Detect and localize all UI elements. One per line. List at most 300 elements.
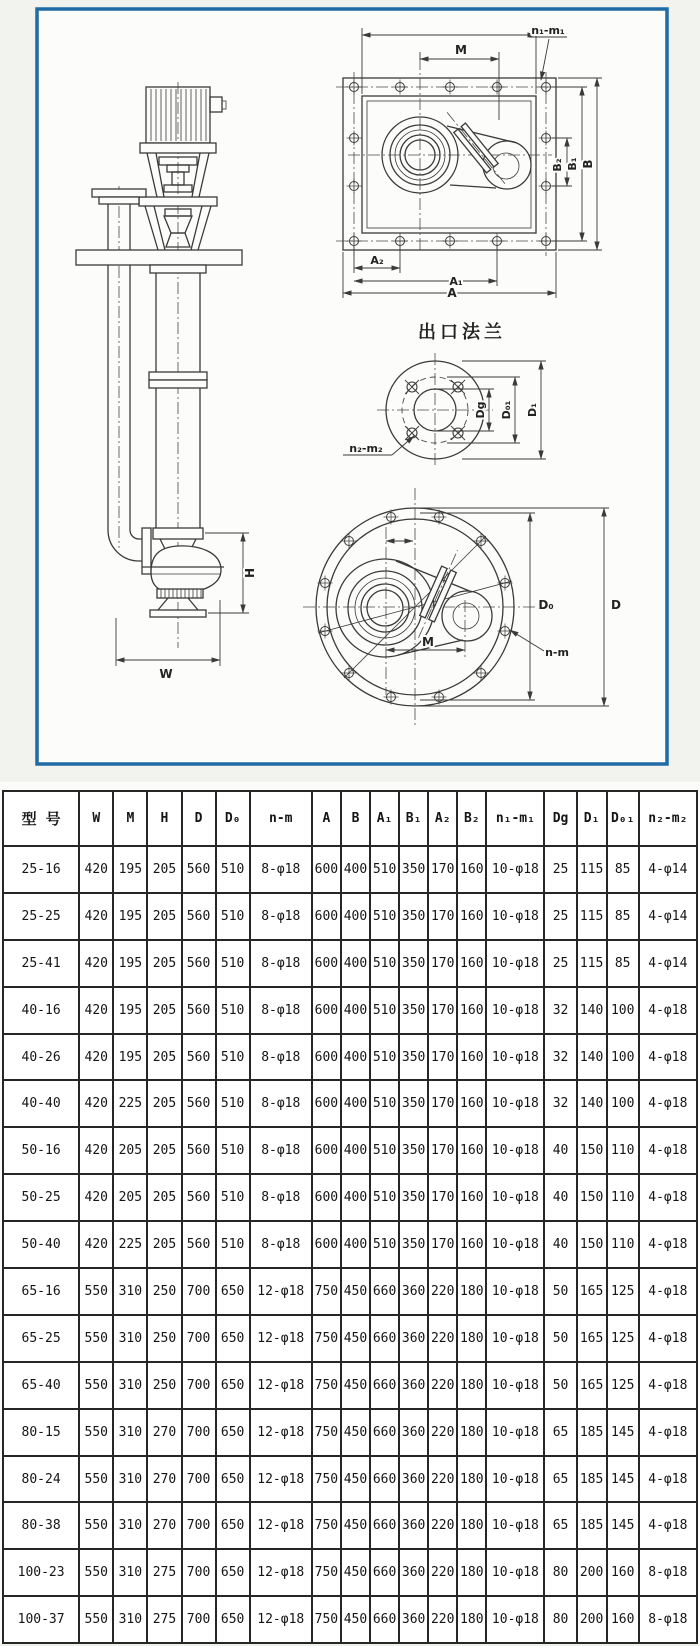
value-cell: 160 bbox=[457, 1174, 486, 1221]
table-row bbox=[3, 1034, 697, 1081]
value-cell: 275 bbox=[147, 1549, 181, 1596]
value-cell: 220 bbox=[428, 1315, 457, 1362]
header-row bbox=[3, 791, 697, 846]
value-cell: 10-φ18 bbox=[486, 1174, 544, 1221]
value-cell: 400 bbox=[341, 940, 370, 987]
discharge-top-flange bbox=[92, 189, 146, 197]
value-cell: 350 bbox=[399, 846, 428, 893]
value-cell: 65 bbox=[544, 1456, 576, 1503]
value-cell: 510 bbox=[216, 987, 250, 1034]
value-cell: 40 bbox=[544, 1127, 576, 1174]
dim-label-n1m1: n₁-m₁ bbox=[531, 24, 565, 37]
value-cell: 205 bbox=[147, 1221, 181, 1268]
value-cell: 160 bbox=[457, 987, 486, 1034]
technical-drawing-panel bbox=[0, 0, 700, 782]
value-cell: 8-φ18 bbox=[250, 1080, 312, 1127]
value-cell: 8-φ18 bbox=[250, 1221, 312, 1268]
value-cell: 4-φ14 bbox=[639, 846, 697, 893]
value-cell: 450 bbox=[341, 1362, 370, 1409]
model-cell: 25-25 bbox=[3, 893, 79, 940]
value-cell: 180 bbox=[457, 1362, 486, 1409]
value-cell: 650 bbox=[216, 1268, 250, 1315]
table-row bbox=[3, 1456, 697, 1503]
value-cell: 420 bbox=[79, 846, 113, 893]
value-cell: 350 bbox=[399, 1221, 428, 1268]
value-cell: 550 bbox=[79, 1502, 113, 1549]
value-cell: 170 bbox=[428, 1221, 457, 1268]
value-cell: 10-φ18 bbox=[486, 1034, 544, 1081]
value-cell: 510 bbox=[216, 846, 250, 893]
value-cell: 50 bbox=[544, 1362, 576, 1409]
column-header: D₀ bbox=[216, 791, 250, 846]
value-cell: 12-φ18 bbox=[250, 1502, 312, 1549]
value-cell: 8-φ18 bbox=[250, 987, 312, 1034]
value-cell: 40 bbox=[544, 1221, 576, 1268]
value-cell: 420 bbox=[79, 1174, 113, 1221]
value-cell: 560 bbox=[182, 1034, 216, 1081]
pump-casing bbox=[151, 546, 221, 593]
value-cell: 50 bbox=[544, 1268, 576, 1315]
value-cell: 4-φ18 bbox=[639, 1362, 697, 1409]
column-header: A bbox=[312, 791, 341, 846]
value-cell: 4-φ18 bbox=[639, 1221, 697, 1268]
value-cell: 750 bbox=[312, 1409, 341, 1456]
value-cell: 510 bbox=[216, 940, 250, 987]
value-cell: 180 bbox=[457, 1549, 486, 1596]
value-cell: 700 bbox=[182, 1315, 216, 1362]
column-header-model: 型 号 bbox=[3, 791, 79, 846]
value-cell: 125 bbox=[607, 1268, 639, 1315]
value-cell: 400 bbox=[341, 1034, 370, 1081]
value-cell: 100 bbox=[607, 1080, 639, 1127]
value-cell: 200 bbox=[577, 1596, 607, 1643]
value-cell: 25 bbox=[544, 846, 576, 893]
value-cell: 600 bbox=[312, 1080, 341, 1127]
value-cell: 220 bbox=[428, 1549, 457, 1596]
dim-label-w: W bbox=[159, 667, 173, 681]
value-cell: 220 bbox=[428, 1268, 457, 1315]
column-header: D₀₁ bbox=[607, 791, 639, 846]
value-cell: 160 bbox=[457, 1080, 486, 1127]
value-cell: 180 bbox=[457, 1409, 486, 1456]
value-cell: 700 bbox=[182, 1596, 216, 1643]
value-cell: 400 bbox=[341, 846, 370, 893]
table-row bbox=[3, 1127, 697, 1174]
dim-label-b: B bbox=[581, 159, 595, 169]
value-cell: 12-φ18 bbox=[250, 1456, 312, 1503]
dim-label-dg: Dg bbox=[474, 401, 487, 419]
dim-label-d01: D₀₁ bbox=[500, 400, 513, 420]
column-header: M bbox=[113, 791, 147, 846]
value-cell: 600 bbox=[312, 846, 341, 893]
table-header bbox=[3, 791, 697, 846]
value-cell: 420 bbox=[79, 1221, 113, 1268]
model-cell: 65-16 bbox=[3, 1268, 79, 1315]
outlet-flange-title: 出口法兰 bbox=[418, 322, 506, 343]
value-cell: 160 bbox=[607, 1549, 639, 1596]
model-cell: 50-16 bbox=[3, 1127, 79, 1174]
model-cell: 25-41 bbox=[3, 940, 79, 987]
value-cell: 140 bbox=[577, 987, 607, 1034]
model-cell: 50-40 bbox=[3, 1221, 79, 1268]
value-cell: 150 bbox=[577, 1127, 607, 1174]
value-cell: 310 bbox=[113, 1456, 147, 1503]
value-cell: 510 bbox=[216, 1080, 250, 1127]
value-cell: 750 bbox=[312, 1268, 341, 1315]
value-cell: 4-φ18 bbox=[639, 1080, 697, 1127]
value-cell: 420 bbox=[79, 940, 113, 987]
value-cell: 10-φ18 bbox=[486, 940, 544, 987]
value-cell: 65 bbox=[544, 1502, 576, 1549]
value-cell: 360 bbox=[399, 1409, 428, 1456]
value-cell: 220 bbox=[428, 1362, 457, 1409]
value-cell: 550 bbox=[79, 1409, 113, 1456]
value-cell: 360 bbox=[399, 1362, 428, 1409]
value-cell: 10-φ18 bbox=[486, 1315, 544, 1362]
model-cell: 100-23 bbox=[3, 1549, 79, 1596]
table-row bbox=[3, 1221, 697, 1268]
value-cell: 600 bbox=[312, 987, 341, 1034]
column-header: B bbox=[341, 791, 370, 846]
value-cell: 550 bbox=[79, 1456, 113, 1503]
value-cell: 360 bbox=[399, 1502, 428, 1549]
value-cell: 205 bbox=[113, 1127, 147, 1174]
dim-label-a2: A₂ bbox=[370, 254, 384, 267]
model-cell: 65-25 bbox=[3, 1315, 79, 1362]
value-cell: 25 bbox=[544, 893, 576, 940]
column-header: H bbox=[147, 791, 181, 846]
dim-label-a: A bbox=[447, 286, 457, 300]
value-cell: 560 bbox=[182, 1174, 216, 1221]
value-cell: 195 bbox=[113, 1034, 147, 1081]
value-cell: 600 bbox=[312, 940, 341, 987]
value-cell: 450 bbox=[341, 1502, 370, 1549]
dim-label-d1: D₁ bbox=[526, 403, 539, 417]
value-cell: 270 bbox=[147, 1456, 181, 1503]
value-cell: 180 bbox=[457, 1502, 486, 1549]
value-cell: 4-φ14 bbox=[639, 940, 697, 987]
value-cell: 270 bbox=[147, 1502, 181, 1549]
value-cell: 205 bbox=[113, 1174, 147, 1221]
value-cell: 170 bbox=[428, 846, 457, 893]
value-cell: 310 bbox=[113, 1315, 147, 1362]
value-cell: 8-φ18 bbox=[250, 1127, 312, 1174]
pump-dimension-table bbox=[2, 790, 698, 1644]
value-cell: 200 bbox=[577, 1549, 607, 1596]
value-cell: 220 bbox=[428, 1409, 457, 1456]
value-cell: 85 bbox=[607, 846, 639, 893]
value-cell: 420 bbox=[79, 893, 113, 940]
value-cell: 205 bbox=[147, 940, 181, 987]
value-cell: 10-φ18 bbox=[486, 1409, 544, 1456]
value-cell: 10-φ18 bbox=[486, 1502, 544, 1549]
value-cell: 50 bbox=[544, 1315, 576, 1362]
value-cell: 115 bbox=[577, 940, 607, 987]
model-cell: 25-16 bbox=[3, 846, 79, 893]
value-cell: 4-φ18 bbox=[639, 1034, 697, 1081]
value-cell: 360 bbox=[399, 1596, 428, 1643]
blue-border-frame bbox=[37, 9, 667, 764]
value-cell: 510 bbox=[370, 940, 399, 987]
value-cell: 85 bbox=[607, 940, 639, 987]
value-cell: 205 bbox=[147, 1174, 181, 1221]
value-cell: 510 bbox=[216, 1174, 250, 1221]
value-cell: 450 bbox=[341, 1268, 370, 1315]
value-cell: 160 bbox=[457, 940, 486, 987]
column-header: n₁-m₁ bbox=[486, 791, 544, 846]
value-cell: 140 bbox=[577, 1034, 607, 1081]
value-cell: 220 bbox=[428, 1456, 457, 1503]
table-row bbox=[3, 1596, 697, 1643]
value-cell: 360 bbox=[399, 1315, 428, 1362]
value-cell: 700 bbox=[182, 1409, 216, 1456]
value-cell: 170 bbox=[428, 987, 457, 1034]
value-cell: 650 bbox=[216, 1362, 250, 1409]
value-cell: 100 bbox=[607, 1034, 639, 1081]
value-cell: 150 bbox=[577, 1174, 607, 1221]
value-cell: 8-φ18 bbox=[250, 940, 312, 987]
value-cell: 510 bbox=[216, 1127, 250, 1174]
value-cell: 350 bbox=[399, 1034, 428, 1081]
value-cell: 350 bbox=[399, 1127, 428, 1174]
value-cell: 420 bbox=[79, 1034, 113, 1081]
value-cell: 4-φ18 bbox=[639, 1409, 697, 1456]
dim-label-b1: B₁ bbox=[566, 157, 579, 171]
table-row bbox=[3, 987, 697, 1034]
column-header: A₁ bbox=[370, 791, 399, 846]
dim-label-m-plan: M bbox=[455, 43, 467, 57]
value-cell: 275 bbox=[147, 1596, 181, 1643]
value-cell: 510 bbox=[370, 1174, 399, 1221]
value-cell: 8-φ18 bbox=[250, 893, 312, 940]
value-cell: 510 bbox=[216, 1034, 250, 1081]
value-cell: 65 bbox=[544, 1409, 576, 1456]
value-cell: 750 bbox=[312, 1362, 341, 1409]
value-cell: 125 bbox=[607, 1315, 639, 1362]
value-cell: 185 bbox=[577, 1409, 607, 1456]
column-header: D bbox=[182, 791, 216, 846]
value-cell: 350 bbox=[399, 1080, 428, 1127]
value-cell: 360 bbox=[399, 1549, 428, 1596]
value-cell: 750 bbox=[312, 1502, 341, 1549]
value-cell: 510 bbox=[370, 1034, 399, 1081]
table-row bbox=[3, 1549, 697, 1596]
value-cell: 310 bbox=[113, 1362, 147, 1409]
value-cell: 560 bbox=[182, 1221, 216, 1268]
column-header: B₂ bbox=[457, 791, 486, 846]
column-header: D₁ bbox=[577, 791, 607, 846]
dimension-table-section bbox=[0, 782, 700, 1644]
value-cell: 8-φ18 bbox=[639, 1549, 697, 1596]
value-cell: 8-φ18 bbox=[250, 1174, 312, 1221]
value-cell: 600 bbox=[312, 1221, 341, 1268]
value-cell: 10-φ18 bbox=[486, 1456, 544, 1503]
value-cell: 12-φ18 bbox=[250, 1268, 312, 1315]
value-cell: 160 bbox=[457, 1034, 486, 1081]
value-cell: 560 bbox=[182, 846, 216, 893]
dim-label-d0: D₀ bbox=[538, 598, 554, 612]
value-cell: 32 bbox=[544, 987, 576, 1034]
value-cell: 600 bbox=[312, 893, 341, 940]
model-cell: 40-40 bbox=[3, 1080, 79, 1127]
table-row bbox=[3, 893, 697, 940]
value-cell: 400 bbox=[341, 1221, 370, 1268]
value-cell: 150 bbox=[577, 1221, 607, 1268]
value-cell: 125 bbox=[607, 1362, 639, 1409]
value-cell: 80 bbox=[544, 1549, 576, 1596]
value-cell: 12-φ18 bbox=[250, 1315, 312, 1362]
model-cell: 65-40 bbox=[3, 1362, 79, 1409]
value-cell: 165 bbox=[577, 1268, 607, 1315]
value-cell: 250 bbox=[147, 1268, 181, 1315]
column-header: W bbox=[79, 791, 113, 846]
value-cell: 750 bbox=[312, 1549, 341, 1596]
table-body bbox=[3, 846, 697, 1643]
value-cell: 185 bbox=[577, 1502, 607, 1549]
value-cell: 12-φ18 bbox=[250, 1362, 312, 1409]
value-cell: 700 bbox=[182, 1268, 216, 1315]
value-cell: 115 bbox=[577, 893, 607, 940]
value-cell: 115 bbox=[577, 846, 607, 893]
value-cell: 145 bbox=[607, 1456, 639, 1503]
value-cell: 600 bbox=[312, 1034, 341, 1081]
value-cell: 205 bbox=[147, 1034, 181, 1081]
value-cell: 350 bbox=[399, 987, 428, 1034]
model-cell: 40-16 bbox=[3, 987, 79, 1034]
value-cell: 225 bbox=[113, 1080, 147, 1127]
value-cell: 4-φ18 bbox=[639, 1456, 697, 1503]
value-cell: 165 bbox=[577, 1315, 607, 1362]
value-cell: 650 bbox=[216, 1549, 250, 1596]
table-row bbox=[3, 846, 697, 893]
value-cell: 10-φ18 bbox=[486, 1127, 544, 1174]
value-cell: 170 bbox=[428, 940, 457, 987]
value-cell: 4-φ18 bbox=[639, 1502, 697, 1549]
value-cell: 450 bbox=[341, 1549, 370, 1596]
value-cell: 10-φ18 bbox=[486, 1362, 544, 1409]
value-cell: 12-φ18 bbox=[250, 1549, 312, 1596]
dim-label-n2m2: n₂-m₂ bbox=[349, 442, 383, 455]
value-cell: 700 bbox=[182, 1362, 216, 1409]
value-cell: 145 bbox=[607, 1409, 639, 1456]
value-cell: 660 bbox=[370, 1268, 399, 1315]
value-cell: 180 bbox=[457, 1268, 486, 1315]
dim-label-nm: n-m bbox=[545, 646, 569, 659]
value-cell: 510 bbox=[370, 1127, 399, 1174]
table-row bbox=[3, 1268, 697, 1315]
value-cell: 660 bbox=[370, 1362, 399, 1409]
column-header: n₂-m₂ bbox=[639, 791, 697, 846]
pump-installation-drawing bbox=[0, 0, 700, 782]
table-row bbox=[3, 1174, 697, 1221]
value-cell: 85 bbox=[607, 893, 639, 940]
value-cell: 110 bbox=[607, 1221, 639, 1268]
value-cell: 450 bbox=[341, 1596, 370, 1643]
column-header: B₁ bbox=[399, 791, 428, 846]
value-cell: 560 bbox=[182, 1080, 216, 1127]
value-cell: 4-φ18 bbox=[639, 987, 697, 1034]
value-cell: 310 bbox=[113, 1502, 147, 1549]
value-cell: 510 bbox=[370, 1080, 399, 1127]
value-cell: 660 bbox=[370, 1502, 399, 1549]
value-cell: 4-φ18 bbox=[639, 1315, 697, 1362]
dim-label-d: D bbox=[611, 598, 621, 612]
value-cell: 220 bbox=[428, 1596, 457, 1643]
value-cell: 160 bbox=[457, 1221, 486, 1268]
value-cell: 550 bbox=[79, 1268, 113, 1315]
value-cell: 650 bbox=[216, 1456, 250, 1503]
value-cell: 560 bbox=[182, 1127, 216, 1174]
value-cell: 10-φ18 bbox=[486, 1221, 544, 1268]
value-cell: 195 bbox=[113, 940, 147, 987]
value-cell: 750 bbox=[312, 1596, 341, 1643]
value-cell: 140 bbox=[577, 1080, 607, 1127]
value-cell: 110 bbox=[607, 1127, 639, 1174]
value-cell: 750 bbox=[312, 1315, 341, 1362]
value-cell: 170 bbox=[428, 1127, 457, 1174]
value-cell: 170 bbox=[428, 893, 457, 940]
value-cell: 8-φ18 bbox=[639, 1596, 697, 1643]
value-cell: 700 bbox=[182, 1549, 216, 1596]
table-row bbox=[3, 1080, 697, 1127]
value-cell: 650 bbox=[216, 1409, 250, 1456]
value-cell: 32 bbox=[544, 1080, 576, 1127]
value-cell: 400 bbox=[341, 1174, 370, 1221]
value-cell: 550 bbox=[79, 1549, 113, 1596]
value-cell: 180 bbox=[457, 1315, 486, 1362]
model-cell: 80-15 bbox=[3, 1409, 79, 1456]
model-cell: 100-37 bbox=[3, 1596, 79, 1643]
value-cell: 310 bbox=[113, 1596, 147, 1643]
value-cell: 450 bbox=[341, 1456, 370, 1503]
model-cell: 50-25 bbox=[3, 1174, 79, 1221]
dim-label-b2: B₂ bbox=[551, 158, 564, 172]
value-cell: 100 bbox=[607, 987, 639, 1034]
model-cell: 80-24 bbox=[3, 1456, 79, 1503]
value-cell: 700 bbox=[182, 1502, 216, 1549]
table-row bbox=[3, 1315, 697, 1362]
value-cell: 4-φ18 bbox=[639, 1174, 697, 1221]
value-cell: 220 bbox=[428, 1502, 457, 1549]
suction-plate bbox=[150, 610, 206, 617]
value-cell: 310 bbox=[113, 1549, 147, 1596]
value-cell: 160 bbox=[457, 846, 486, 893]
value-cell: 10-φ18 bbox=[486, 846, 544, 893]
value-cell: 195 bbox=[113, 893, 147, 940]
value-cell: 8-φ18 bbox=[250, 846, 312, 893]
value-cell: 4-φ18 bbox=[639, 1268, 697, 1315]
value-cell: 180 bbox=[457, 1456, 486, 1503]
value-cell: 660 bbox=[370, 1549, 399, 1596]
table-row bbox=[3, 1409, 697, 1456]
value-cell: 12-φ18 bbox=[250, 1409, 312, 1456]
value-cell: 420 bbox=[79, 987, 113, 1034]
value-cell: 650 bbox=[216, 1315, 250, 1362]
value-cell: 160 bbox=[457, 893, 486, 940]
value-cell: 560 bbox=[182, 893, 216, 940]
value-cell: 10-φ18 bbox=[486, 893, 544, 940]
value-cell: 420 bbox=[79, 1080, 113, 1127]
value-cell: 170 bbox=[428, 1174, 457, 1221]
value-cell: 205 bbox=[147, 1080, 181, 1127]
value-cell: 550 bbox=[79, 1362, 113, 1409]
value-cell: 600 bbox=[312, 1174, 341, 1221]
value-cell: 10-φ18 bbox=[486, 1080, 544, 1127]
table-row bbox=[3, 1362, 697, 1409]
value-cell: 650 bbox=[216, 1502, 250, 1549]
value-cell: 10-φ18 bbox=[486, 1596, 544, 1643]
value-cell: 750 bbox=[312, 1456, 341, 1503]
